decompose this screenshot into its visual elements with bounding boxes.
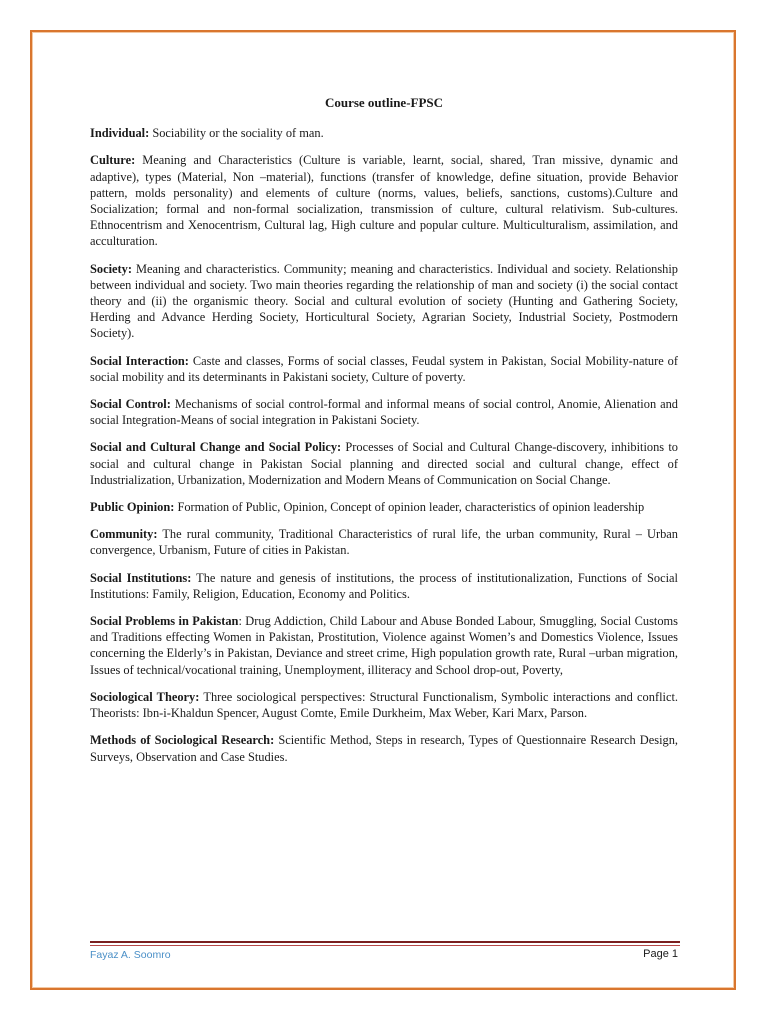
section-research-methods	[90, 732, 678, 764]
section-culture	[90, 152, 678, 249]
section-label: Social Control:	[90, 397, 171, 412]
section-label: Social Problems in Pakistan	[90, 614, 239, 629]
page-number: Page 1	[643, 948, 678, 960]
section-label: Sociological Theory:	[90, 689, 200, 704]
section-social-cultural-change	[90, 439, 678, 488]
section-text: Meaning and characteristics. Community; meaning and characteristics. Individual and society. Relationship between individual and society. Two main theories regarding the relationship of man and society (i) the social contact theory and (ii) the organismic theory. Social and cultural evolution of society (Hunting and Gathering Society, Herding and Advance Herding Society, Horticultural Society, Agrarian Society, Industrial Society, Postmodern Society).	[90, 261, 678, 341]
section-text: Scientific Method, Steps in research, Types of Questionnaire Research Design, Surveys, Observation and Case Studies.	[90, 733, 678, 764]
section-community	[90, 526, 678, 558]
section-text: Caste and classes, Forms of social classes, Feudal system in Pakistan, Social Mobility-nature of social mobility and its determinants in Pakistani society, Culture of poverty.	[90, 353, 678, 384]
section-social-control	[90, 396, 678, 428]
section-text: Mechanisms of social control-formal and informal means of social control, Anomie, Alienation and social Integration-Means of social integration in Pakistani Society.	[90, 397, 679, 428]
section-text: Three sociological perspectives: Structural Functionalism, Symbolic interactions and conflict. Theorists: Ibn-i-Khaldun Spencer, August Comte, Emile Durkheim, Max Weber, Kari Marx, Parson.	[90, 689, 678, 721]
section-social-institutions	[90, 570, 678, 602]
section-label: Public Opinion:	[90, 500, 175, 515]
document-body	[90, 95, 678, 776]
footer-divider	[90, 941, 680, 943]
section-individual	[90, 125, 678, 141]
section-text: The rural community, Traditional Characteristics of rural life, the urban community, Rural – Urban convergence, Urbanism, Future of cities in Pakistan.	[90, 527, 678, 558]
section-label: Culture:	[90, 153, 136, 168]
section-label: Society:	[90, 261, 132, 276]
section-label: Social and Cultural Change and Social Policy:	[90, 440, 342, 455]
section-label: Methods of Sociological Research:	[90, 733, 275, 748]
document-title: Course outline-FPSC	[324, 95, 444, 110]
section-text: Meaning and Characteristics (Culture is variable, learnt, social, shared, Tran missive, dynamic and adaptive), types (Material, Non –material), functions (transfer of knowledge, define situation, provide Behavior pattern, molds personality) and elements of culture (norms, values, beliefs, sanctions, customs).Culture and Socialization; formal and non-formal socialization, transmission of culture, cultural relativism. Sub-cultures. Ethnocentrism and Xenocentrism, Cultural lag, High culture and popular culture. Multiculturalism, assimilation, and acculturation.	[90, 153, 678, 249]
section-text: Processes of Social and Cultural Change-discovery, inhibitions to social and cultural change in Pakistan Social planning and directed social and cultural change, effect of Industrialization, Urbanization, Modernization and Modern Means of Communication on Social Change.	[90, 440, 678, 487]
section-text: Formation of Public, Opinion, Concept of opinion leader, characteristics of opinion leadership	[174, 500, 645, 515]
footer-author: Fayaz A. Soomro	[90, 949, 171, 961]
section-text: : Drug Addiction, Child Labour and Abuse Bonded Labour, Smuggling, Social Customs and Traditions effecting Women in Pakistan, Prostitution, Violence against Women’s and Domestics Violence, Issues concerning the Elderly’s in Pakistan, Deviance and street crime, High population growth rate, Rural –urban migration, Issues of technical/vocational training, Unemployment, illiteracy and School drop-out, Poverty,	[90, 614, 678, 677]
section-text: The nature and genesis of institutions, the process of institutionalization, Functions of Social Institutions: Family, Religion, Education, Economy and Politics.	[90, 570, 678, 601]
section-text: Sociability or the sociality of man.	[149, 126, 324, 141]
footer-divider-thin	[90, 945, 680, 946]
section-label: Individual:	[90, 126, 150, 141]
section-society	[90, 261, 678, 342]
section-label: Community:	[90, 527, 158, 542]
section-public-opinion	[90, 499, 678, 515]
section-label: Social Institutions:	[90, 570, 192, 585]
section-social-problems	[90, 613, 678, 678]
section-sociological-theory	[90, 689, 678, 721]
section-social-interaction	[90, 353, 678, 385]
section-label: Social Interaction:	[90, 353, 189, 368]
